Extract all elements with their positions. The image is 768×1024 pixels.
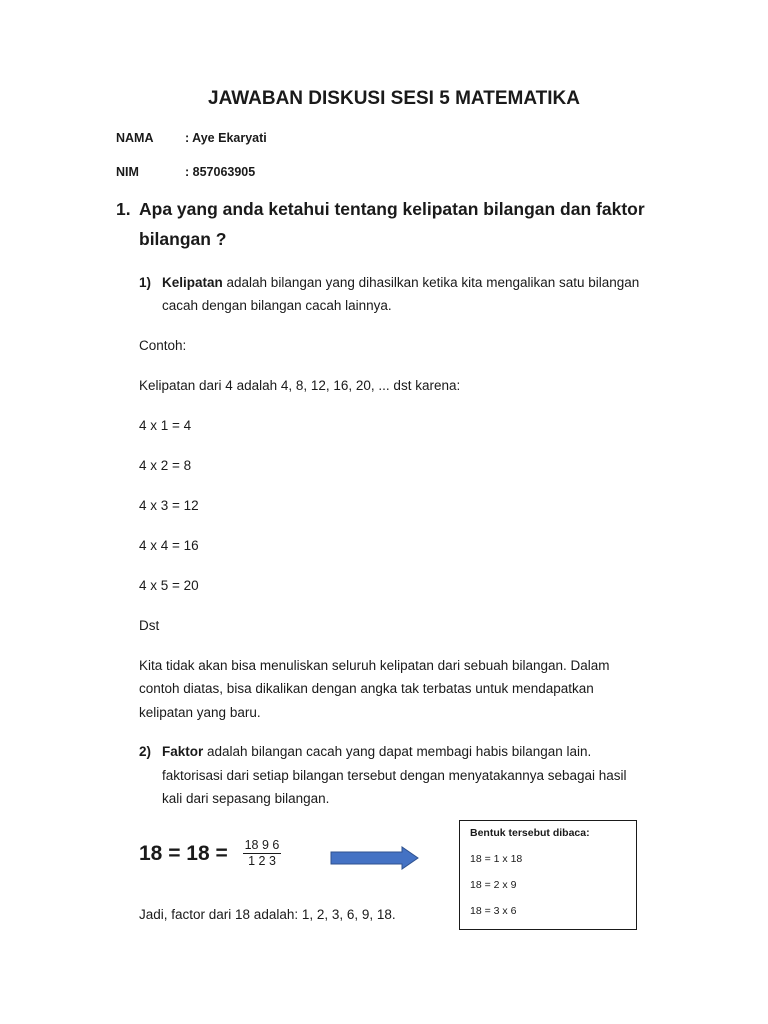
faktor-line-2: faktorisasi dari setiap bilangan tersebut dengan menyatakannya sebagai hasil — [162, 768, 627, 783]
kelipatan-line-1 — [162, 271, 639, 295]
kelipatan-para-line-3: kelipatan yang baru. — [139, 705, 261, 720]
faktor-line-3: kali dari sepasang bilangan. — [162, 791, 330, 806]
faktor-number: 2) — [139, 744, 152, 759]
faktor-line-1 — [162, 740, 591, 764]
example-1: 4 x 1 = 4 — [139, 418, 192, 433]
nim-label: NIM — [116, 165, 139, 179]
explanation-box — [459, 820, 637, 930]
kelipatan-intro: Kelipatan dari 4 adalah 4, 8, 12, 16, 20, ... dst karena: — [139, 378, 461, 393]
question-number: 1. — [116, 199, 131, 219]
nama-value: : Aye Ekaryati — [185, 131, 267, 145]
kelipatan-line-2: cacah dengan bilangan cacah lainnya. — [162, 298, 392, 313]
page-title: JAWABAN DISKUSI SESI 5 MATEMATIKA — [208, 88, 580, 109]
kelipatan-number: 1) — [139, 275, 152, 290]
kelipatan-para-line-2: contoh diatas, bisa dikalikan dengan angka tak terbatas untuk mendapatkan — [139, 681, 594, 696]
kelipatan-definition: adalah bilangan yang dihasilkan ketika kita mengalikan satu bilangan — [222, 275, 640, 290]
example-5: 4 x 5 = 20 — [139, 578, 199, 593]
example-4: 4 x 4 = 16 — [139, 538, 199, 553]
faktor-conclusion: Jadi, factor dari 18 adalah: 1, 2, 3, 6, 9, 18. — [139, 907, 396, 922]
fraction-denominator: 1 2 3 — [248, 854, 276, 868]
box-heading: Bentuk tersebut dibaca: — [470, 827, 590, 839]
fraction — [243, 838, 281, 868]
dst-label: Dst — [139, 618, 160, 633]
question-line-1: Apa yang anda ketahui tentang kelipatan bilangan dan faktor — [139, 199, 645, 219]
right-arrow-icon — [330, 846, 420, 870]
fraction-numerator: 18 9 6 — [244, 838, 280, 852]
faktor-term: Faktor — [162, 744, 204, 759]
nama-label: NAMA — [116, 131, 154, 145]
contoh-label: Contoh: — [139, 338, 187, 353]
box-line-1: 18 = 1 x 18 — [470, 853, 523, 865]
nim-value: : 857063905 — [185, 165, 256, 179]
kelipatan-term: Kelipatan — [162, 275, 223, 290]
faktor-definition: adalah bilangan cacah yang dapat membagi habis bilangan lain. — [203, 744, 592, 759]
example-3: 4 x 3 = 12 — [139, 498, 199, 513]
kelipatan-para-line-1: Kita tidak akan bisa menuliskan seluruh kelipatan dari sebuah bilangan. Dalam — [139, 658, 610, 673]
example-2: 4 x 2 = 8 — [139, 458, 192, 473]
question-line-2: bilangan ? — [139, 229, 227, 249]
box-line-3: 18 = 3 x 6 — [470, 905, 517, 917]
box-line-2: 18 = 2 x 9 — [470, 879, 517, 891]
equation: 18 = 18 = — [139, 842, 228, 865]
